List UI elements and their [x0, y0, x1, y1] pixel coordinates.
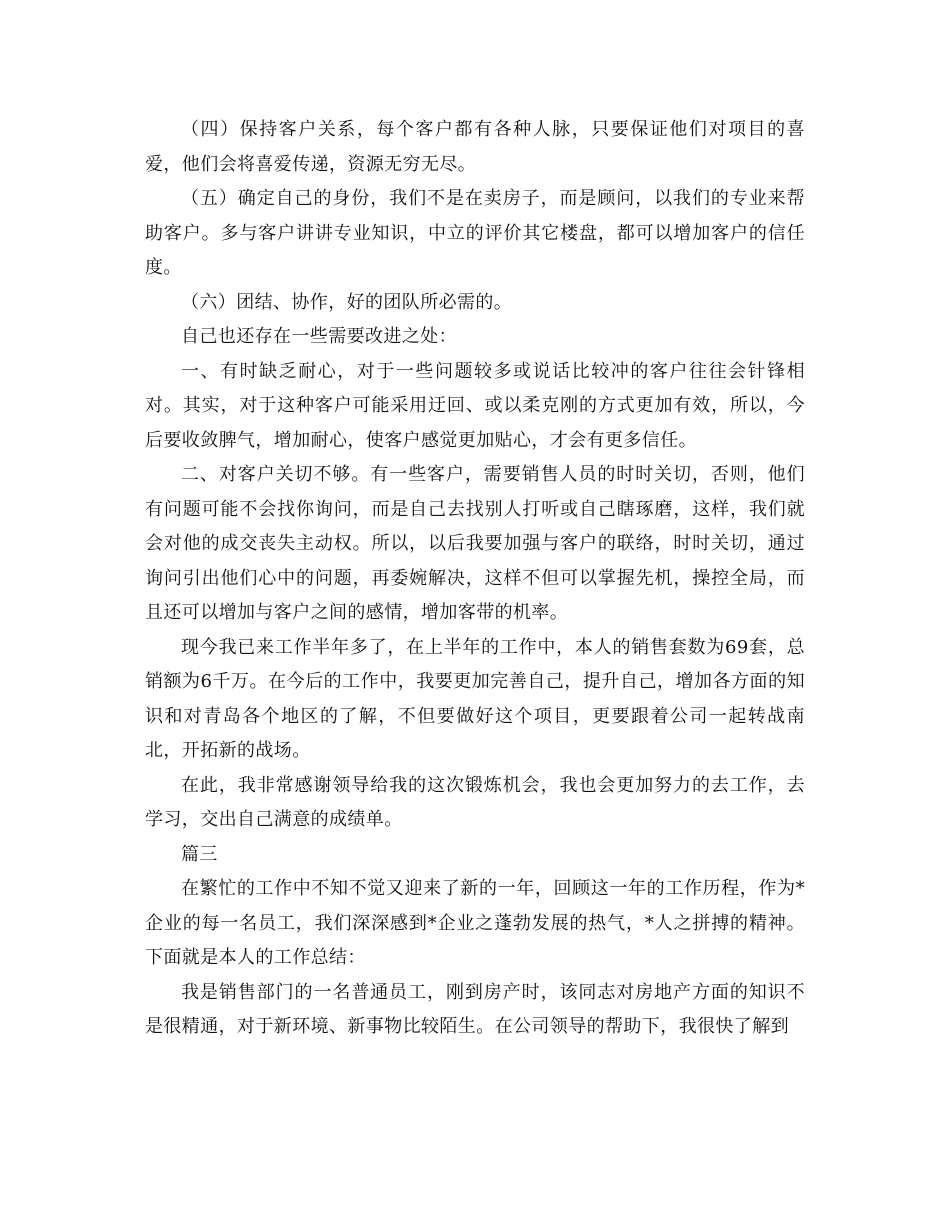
paragraph-lack-care: 二、对客户关切不够。有一些客户，需要销售人员的时时关切，否则，他们有问题可能不会找你询问，而是自己去找别人打听或自己瞎琢磨，这样，我们就会对他的成交丧失主动权。所以，以后我要加强与客户的联络，时时关切，通过询问引出他们心中的问题，再委婉解决，这样不但可以掌握先机，操控全局，而且还可以增加与客户之间的感情，增加客带的机率。: [145, 464, 805, 623]
paragraph-lack-patience: 一、有时缺乏耐心，对于一些问题较多或说话比较冲的客户往往会针锋相对。其实，对于这种客户可能采用迂回、或以柔克刚的方式更加有效，所以，今后要收敛脾气，增加耐心，使客户感觉更加贴心，才会有更多信任。: [145, 360, 805, 451]
section-heading-part-three: 篇三: [181, 843, 218, 865]
paragraph-sales-staff-intro: 我是销售部门的一名普通员工，刚到房产时，该同志对房地产方面的知识不是很精通，对于新环境、新事物比较陌生。在公司领导的帮助下，我很快了解到: [145, 981, 805, 1037]
document-body: [145, 113, 805, 1045]
paragraph-teamwork: （六）团结、协作，好的团队所必需的。: [181, 291, 513, 313]
paragraph-thanks: 在此，我非常感谢领导给我的这次锻炼机会，我也会更加努力的去工作，去学习，交出自己满意的成绩单。: [145, 774, 805, 830]
paragraph-maintain-client-relations: （四）保持客户关系，每个客户都有各种人脉，只要保证他们对项目的喜爱，他们会将喜爱传递，资源无穷无尽。: [145, 119, 805, 175]
paragraph-new-year-review: 在繁忙的工作中不知不觉又迎来了新的一年，回顾这一年的工作历程，作为*企业的每一名员工，我们深深感到*企业之蓬勃发展的热气，*人之拼搏的精神。下面就是本人的工作总结：: [145, 878, 805, 968]
paragraph-half-year-results: 现今我已来工作半年多了，在上半年的工作中，本人的销售套数为69套，总销额为6千万。在今后的工作中，我要更加完善自己，提升自己，增加各方面的知识和对青岛各个地区的了解，不但要做好这个项目，更要跟着公司一起转战南北，开拓新的战场。: [145, 636, 805, 761]
paragraph-improvements-intro: 自己也还存在一些需要改进之处：: [181, 326, 457, 347]
paragraph-define-identity: （五）确定自己的身份，我们不是在卖房子，而是顾问，以我们的专业来帮助客户。多与客户讲讲专业知识，中立的评价其它楼盘，都可以增加客户的信任度。: [145, 188, 805, 278]
